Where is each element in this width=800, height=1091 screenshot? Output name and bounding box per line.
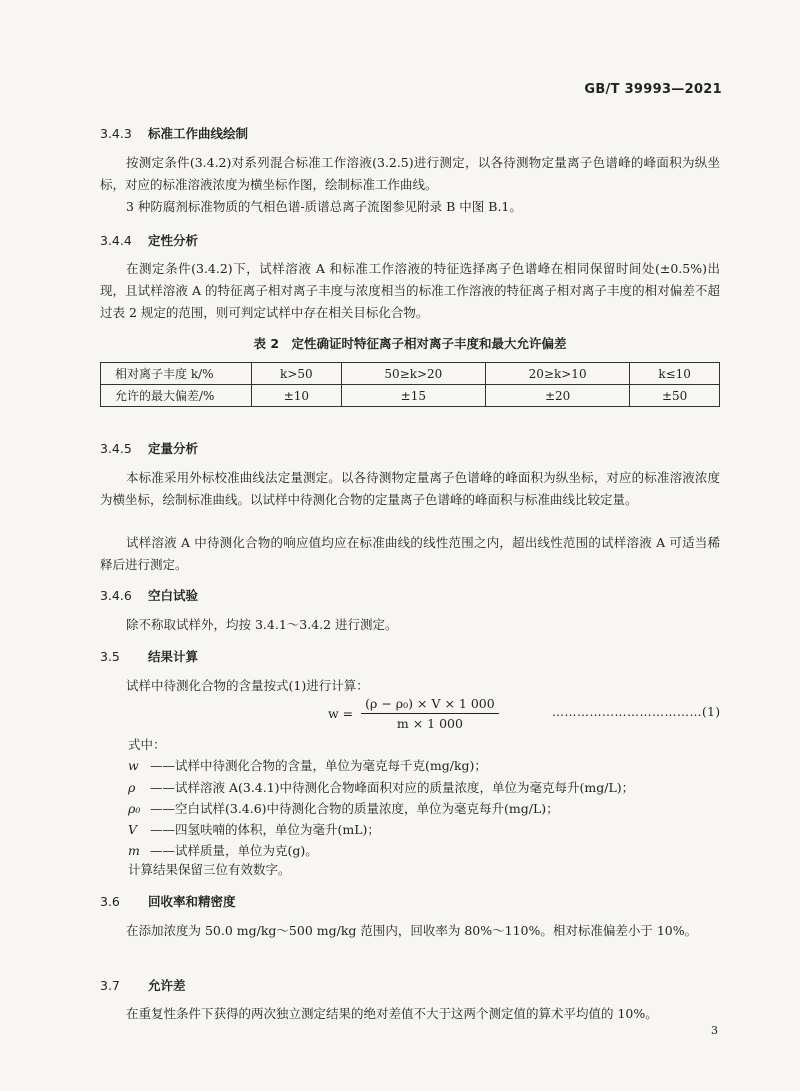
heading-3-4-5 <box>100 439 198 457</box>
section-number: 3.4.5 <box>100 441 132 456</box>
heading-3-5 <box>100 647 198 665</box>
variable-definition <box>128 756 718 776</box>
variable-definition <box>128 778 718 798</box>
paragraph: 按测定条件(3.4.2)对系列混合标准工作溶液(3.2.5)进行测定，以各待测物定量离子色谱峰的峰面积为纵坐标，对应的标准溶液浓度为横坐标作图，绘制标准工作曲线。 <box>100 155 720 192</box>
table-cell: 50≥k>20 <box>341 363 485 385</box>
paragraph: 在重复性条件下获得的两次独立测定结果的绝对差值不大于这两个测定值的算术平均值的 10%。 <box>126 1006 658 1021</box>
variable-description: ——空白试样(3.4.6)中待测化合物的质量浓度，单位为毫克每升(mg/L)； <box>150 801 559 816</box>
page-number: 3 <box>711 1024 718 1037</box>
table-row <box>101 385 720 407</box>
paragraph: 除不称取试样外，均按 3.4.1～3.4.2 进行测定。 <box>126 617 398 632</box>
table-cell: ±20 <box>485 385 629 407</box>
formula-denominator: m × 1 000 <box>396 716 463 731</box>
section-number: 3.4.4 <box>100 233 132 248</box>
formula-1 <box>328 696 499 731</box>
section-title: 定性分析 <box>148 233 199 248</box>
section-title: 定量分析 <box>148 441 199 456</box>
variable-symbol: V <box>128 822 138 837</box>
paragraph: 试样中待测化合物的含量按式(1)进行计算： <box>126 678 369 693</box>
section-number: 3.4.3 <box>100 126 132 141</box>
table-cell: 允许的最大偏差/% <box>101 385 252 407</box>
paragraph: 试样溶液 A 中待测化合物的响应值均应在标准曲线的线性范围之内，超出线性范围的试样溶液 A 可适当稀释后进行测定。 <box>100 535 720 572</box>
section-number: 3.5 <box>100 649 120 664</box>
section-title: 回收率和精密度 <box>148 894 236 909</box>
formula-numerator: (ρ − ρ₀) × V × 1 000 <box>361 696 499 714</box>
section-number: 3.7 <box>100 978 120 993</box>
table-cell: 20≥k>10 <box>485 363 629 385</box>
variable-symbol: ρ <box>128 780 136 795</box>
variable-description: ——试样质量，单位为克(g)。 <box>150 843 318 858</box>
equation-number: ………………………………(1) <box>552 705 721 719</box>
heading-3-4-6 <box>100 586 198 604</box>
section-title: 允许差 <box>148 978 186 993</box>
paragraph: 3 种防腐剂标准物质的气相色谱-质谱总离子流图参见附录 B 中图 B.1。 <box>126 199 522 214</box>
variable-description: ——试样中待测化合物的含量，单位为毫克每千克(mg/kg)； <box>150 758 487 773</box>
variable-definition <box>128 799 718 819</box>
variable-symbol: m <box>128 843 140 858</box>
table-cell: k>50 <box>252 363 342 385</box>
paragraph: 在测定条件(3.4.2)下，试样溶液 A 和标准工作溶液的特征选择离子色谱峰在相同保留时间处(±0.5%)出现，且试样溶液 A 的特征离子相对离子丰度与浓度相当的标准工作溶液的特征离子相对离子丰度的相对偏差不超过表 2 规定的范围，则可判定试样中存在相关目标化合物。 <box>100 261 720 320</box>
variable-description: ——四氢呋喃的体积，单位为毫升(mL)； <box>150 822 380 837</box>
table-cell: k≤10 <box>630 363 720 385</box>
where-label: 式中： <box>128 737 166 752</box>
table-cell: ±10 <box>252 385 342 407</box>
table-2 <box>100 362 720 407</box>
paragraph: 在添加浓度为 50.0 mg/kg～500 mg/kg 范围内，回收率为 80%～110%。相对标准偏差小于 10%。 <box>126 923 698 938</box>
heading-3-4-4 <box>100 231 198 249</box>
heading-3-7 <box>100 976 186 994</box>
table-cell: ±15 <box>341 385 485 407</box>
formula-lhs: w = <box>328 706 354 721</box>
variable-definition <box>128 841 718 861</box>
section-title: 空白试验 <box>148 588 199 603</box>
result-note: 计算结果保留三位有效数字。 <box>128 862 291 877</box>
paragraph: 本标准采用外标校准曲线法定量测定。以各待测物定量离子色谱峰的峰面积为纵坐标，对应的标准溶液浓度为横坐标，绘制标准曲线。以试样中待测化合物的定量离子色谱峰的峰面积与标准曲线比较定量。 <box>100 470 720 507</box>
heading-3-6 <box>100 892 236 910</box>
heading-3-4-3 <box>100 124 248 142</box>
variable-symbol: ρ₀ <box>128 801 141 816</box>
table-row <box>101 363 720 385</box>
standard-code: GB/T 39993—2021 <box>584 82 722 97</box>
section-title: 结果计算 <box>148 649 199 664</box>
table-cell: ±50 <box>630 385 720 407</box>
variable-definition <box>128 820 718 840</box>
section-number: 3.6 <box>100 894 120 909</box>
section-number: 3.4.6 <box>100 588 132 603</box>
table-caption: 表 2 定性确证时特征离子相对离子丰度和最大允许偏差 <box>253 336 567 351</box>
variable-description: ——试样溶液 A(3.4.1)中待测化合物峰面积对应的质量浓度，单位为毫克每升(mg/L)； <box>150 780 635 795</box>
variable-symbol: w <box>128 758 139 773</box>
section-title: 标准工作曲线绘制 <box>148 126 249 141</box>
formula-fraction <box>361 696 499 731</box>
table-cell: 相对离子丰度 k/% <box>101 363 252 385</box>
